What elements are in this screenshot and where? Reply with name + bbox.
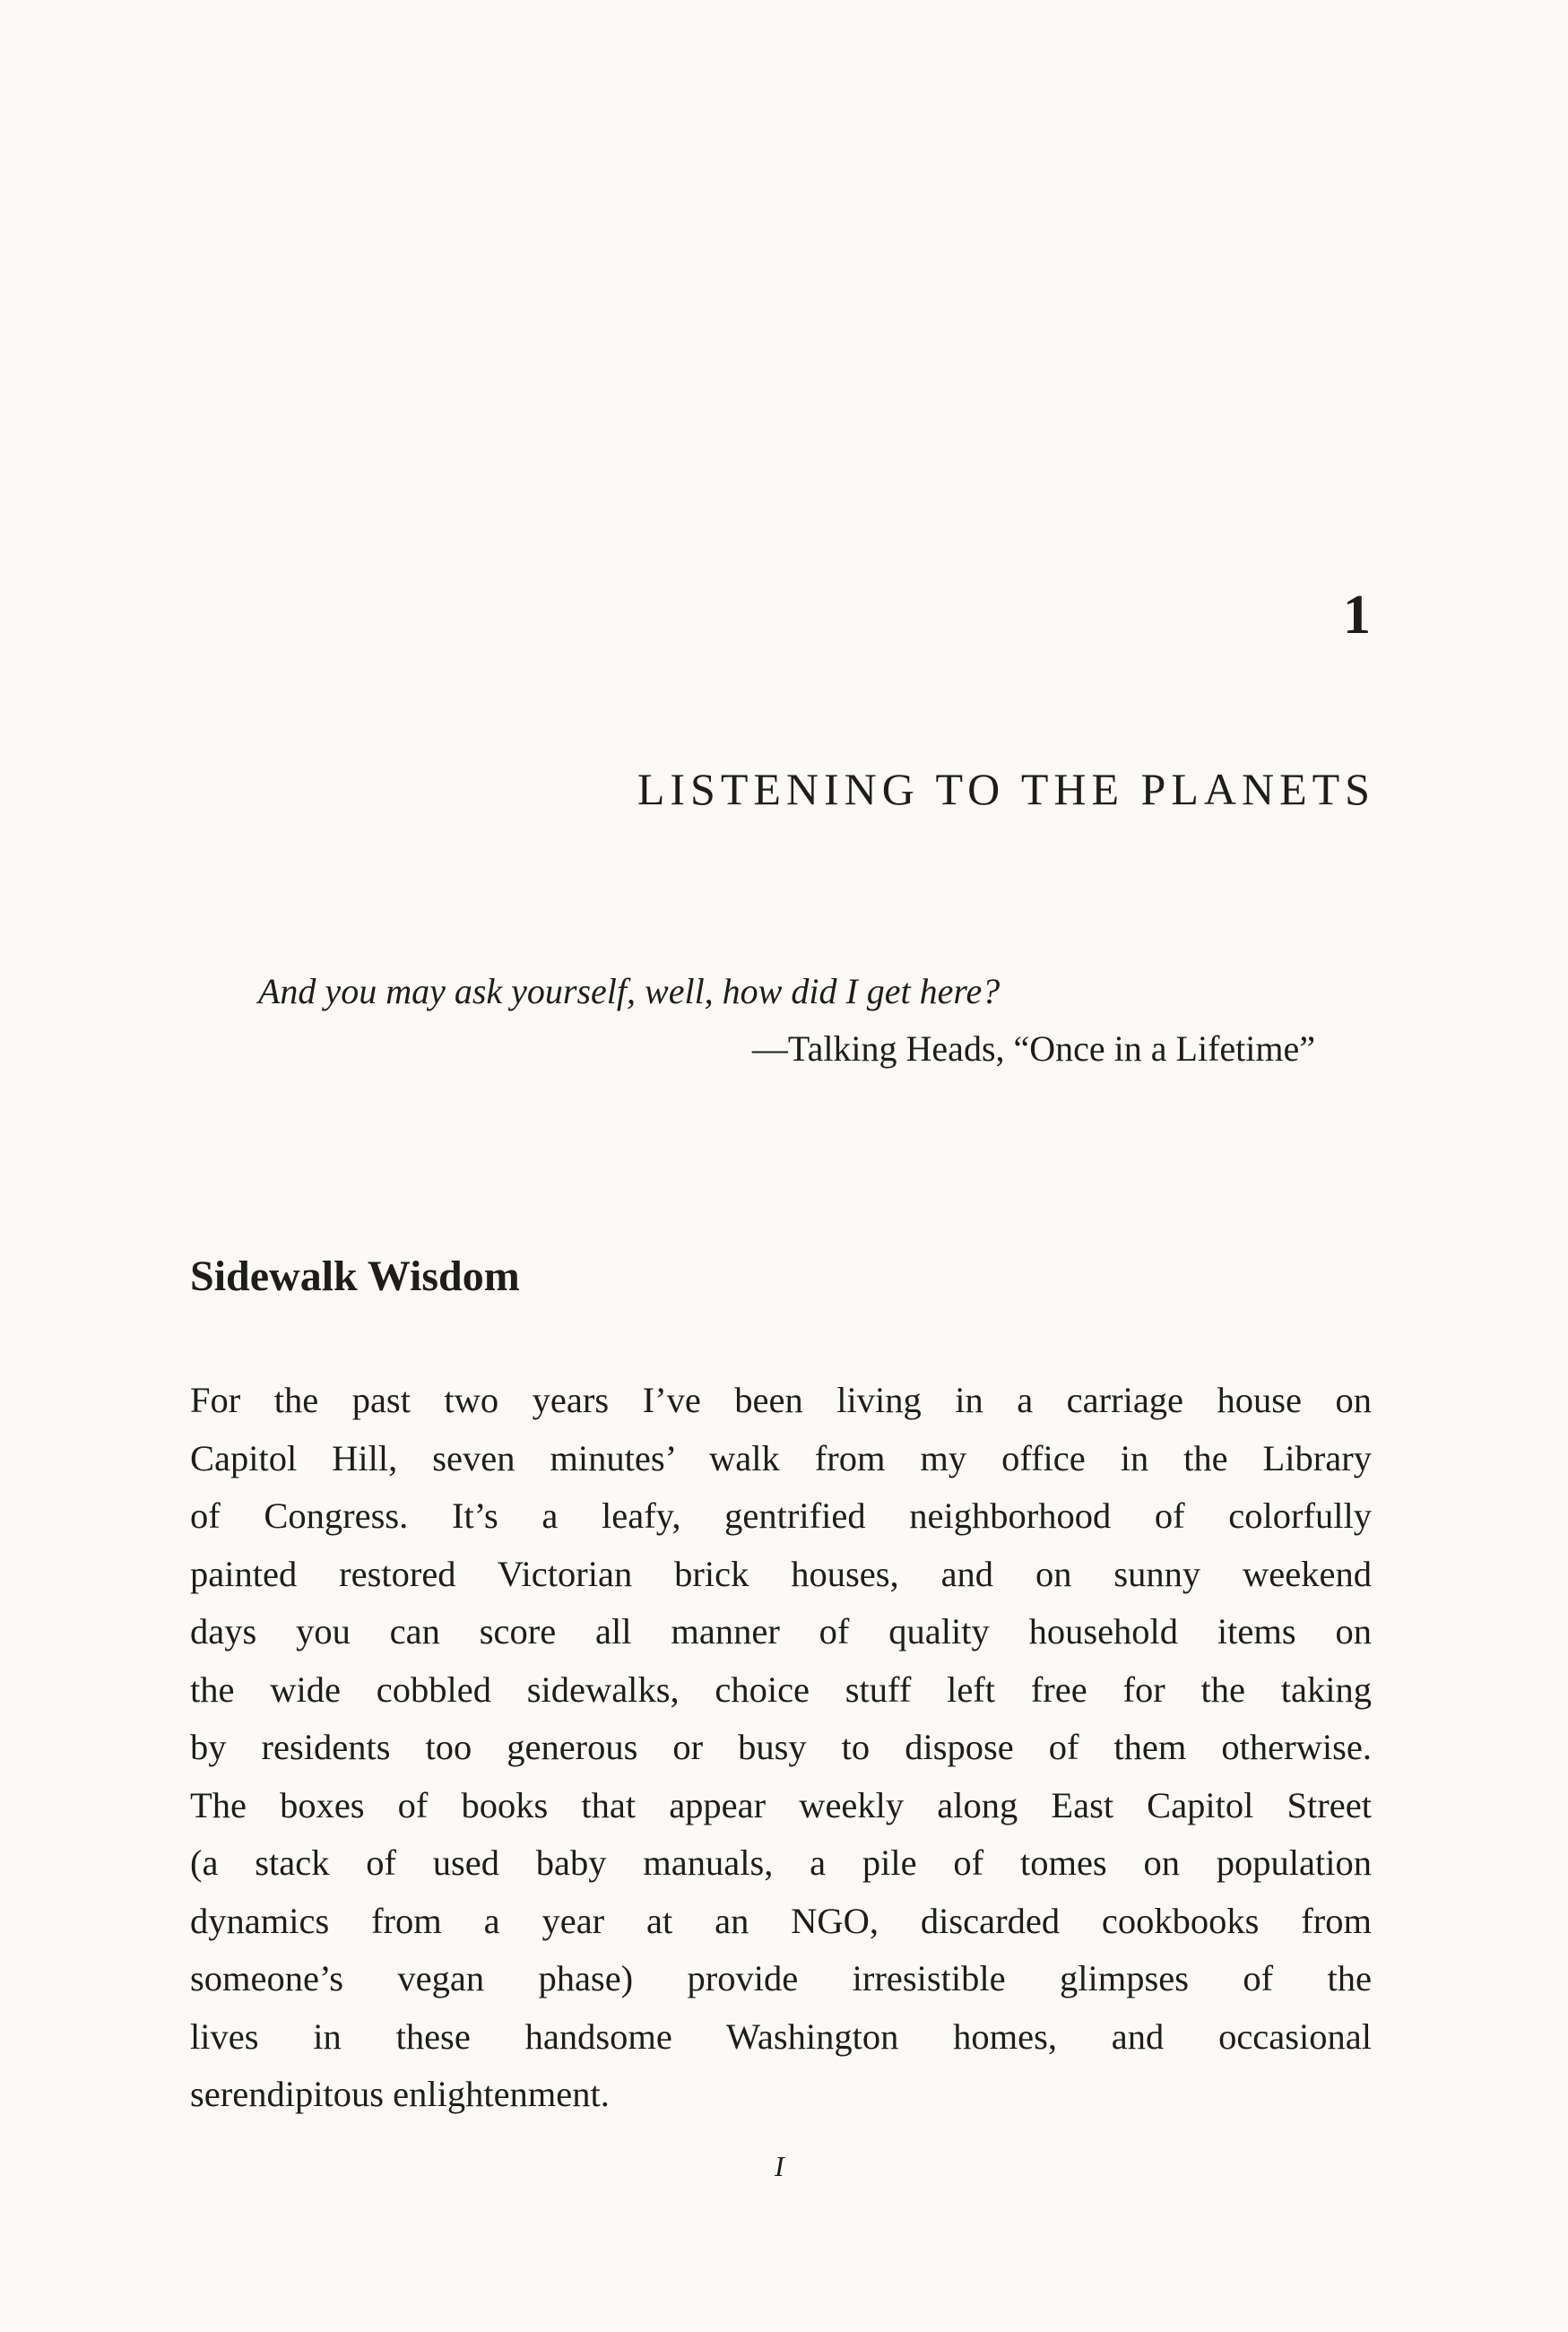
epigraph-attribution: —Talking Heads, “Once in a Lifetime” xyxy=(751,1028,1315,1069)
body-line: The boxes of books that appear weekly along East Capitol Street xyxy=(190,1784,1372,1825)
body-line: dynamics from a year at an NGO, discarded cookbooks from xyxy=(190,1900,1372,1941)
body-line: the wide cobbled sidewalks, choice stuff left free for the taking xyxy=(190,1669,1372,1710)
body-line: lives in these handsome Washington homes, and occasional xyxy=(190,2016,1372,2057)
chapter-number: 1 xyxy=(1343,585,1371,646)
epigraph-quote: And you may ask yourself, well, how did I get here? xyxy=(258,971,1001,1011)
body-paragraph xyxy=(190,1372,1372,2124)
body-line: days you can score all manner of quality household items on xyxy=(190,1611,1372,1651)
page-number: I xyxy=(775,2150,784,2182)
body-line: of Congress. It’s a leafy, gentrified neighborhood of colorfully xyxy=(190,1495,1372,1536)
body-line: serendipitous enlightenment. xyxy=(190,2074,610,2114)
body-line: For the past two years I’ve been living in a carriage house on xyxy=(190,1380,1372,1420)
body-line: (a stack of used baby manuals, a pile of tomes on population xyxy=(190,1842,1372,1883)
body-line: Capitol Hill, seven minutes’ walk from my office in the Library xyxy=(190,1437,1372,1478)
body-line: someone’s vegan phase) provide irresistible glimpses of the xyxy=(190,1958,1372,1998)
chapter-title: LISTENING TO THE PLANETS xyxy=(637,764,1375,814)
section-heading: Sidewalk Wisdom xyxy=(190,1253,520,1300)
body-line: by residents too generous or busy to dispose of them otherwise. xyxy=(190,1727,1372,1767)
body-line: painted restored Victorian brick houses, and on sunny weekend xyxy=(190,1553,1372,1594)
